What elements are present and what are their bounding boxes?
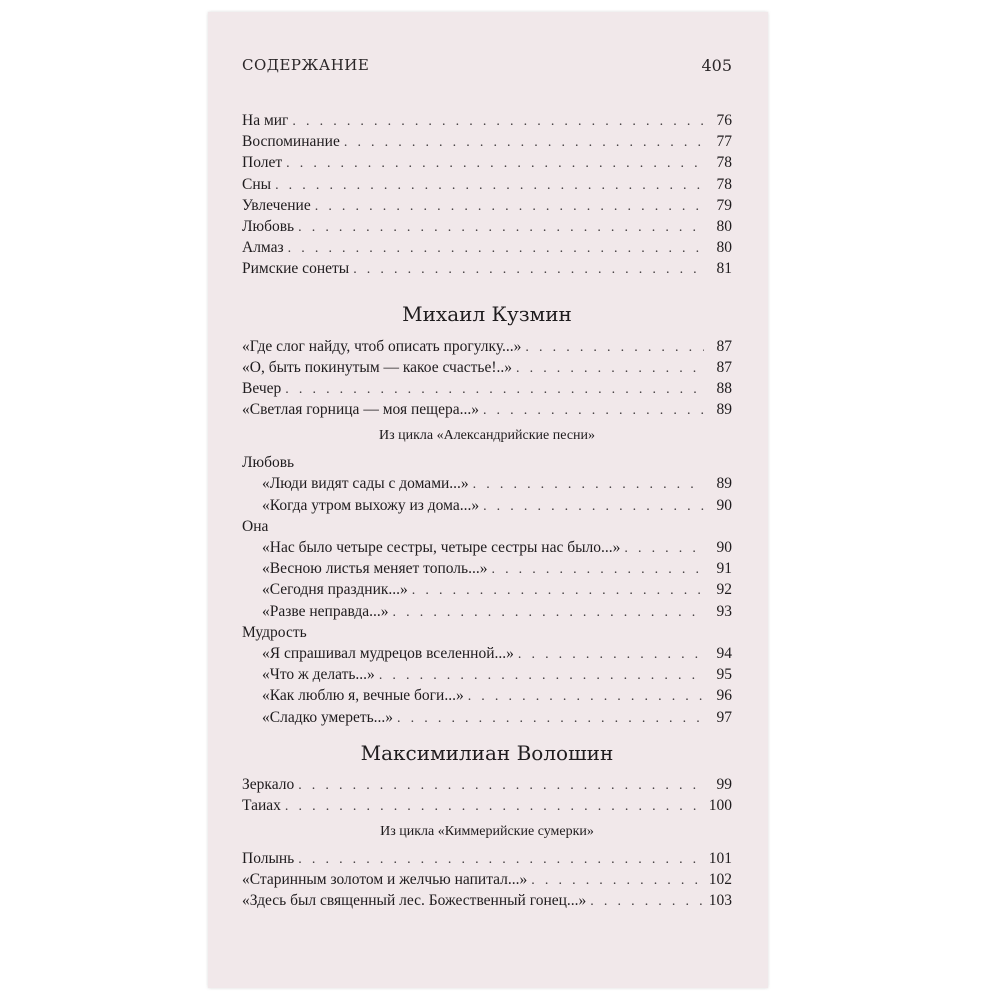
entry-title: «Когда утром выхожу из дома...» bbox=[262, 496, 480, 514]
entry-page: 80 bbox=[716, 217, 732, 235]
toc-entry bbox=[242, 110, 732, 131]
dot-leader bbox=[315, 196, 704, 217]
entry-title: «Сладко умереть...» bbox=[262, 708, 394, 726]
entry-page: 95 bbox=[716, 666, 732, 684]
entry-title: «Старинным золотом и желчью напитал...» bbox=[242, 871, 528, 889]
cycle-heading: Из цикла «Киммерийские сумерки» bbox=[380, 824, 594, 840]
entry-page: 99 bbox=[716, 775, 732, 793]
toc-entry bbox=[242, 131, 732, 152]
entry-title: «Сегодня праздник...» bbox=[262, 581, 408, 599]
entry-page: 100 bbox=[708, 796, 732, 814]
toc-entry bbox=[242, 237, 732, 258]
entry-page: 76 bbox=[716, 112, 732, 129]
toc-entry bbox=[242, 685, 732, 706]
toc-entry bbox=[242, 579, 732, 600]
entry-page: 94 bbox=[716, 644, 732, 662]
toc-entry bbox=[242, 495, 732, 516]
toc-entry bbox=[242, 664, 732, 685]
dot-leader bbox=[397, 708, 704, 729]
entry-title: Увлечение bbox=[242, 196, 311, 214]
group-label: Она bbox=[242, 517, 269, 535]
toc-entry bbox=[242, 890, 732, 911]
entry-title: Сны bbox=[242, 175, 272, 193]
entry-title: Римские сонеты bbox=[242, 260, 350, 278]
entry-page: 97 bbox=[716, 708, 732, 726]
entry-title: На миг bbox=[242, 112, 289, 129]
entry-title: Полынь bbox=[242, 850, 295, 868]
dot-leader bbox=[590, 891, 702, 912]
entry-page: 81 bbox=[716, 260, 732, 278]
toc-entry bbox=[242, 195, 732, 216]
dot-leader bbox=[298, 775, 704, 796]
entry-title: Зеркало bbox=[242, 775, 295, 793]
page-number: 405 bbox=[701, 56, 732, 75]
dot-leader bbox=[292, 111, 704, 132]
dot-leader bbox=[344, 132, 704, 153]
dot-leader bbox=[491, 559, 704, 580]
cycle-heading: Из цикла «Александрийские песни» bbox=[378, 428, 596, 444]
dot-leader bbox=[473, 474, 704, 495]
running-title: СОДЕРЖАНИЕ bbox=[242, 56, 370, 74]
dot-leader bbox=[468, 686, 704, 707]
toc-entry bbox=[242, 707, 732, 728]
entry-page: 80 bbox=[716, 239, 732, 257]
entry-page: 96 bbox=[716, 687, 732, 705]
dot-leader bbox=[379, 665, 704, 686]
dot-leader bbox=[518, 644, 704, 665]
group-label: Любовь bbox=[242, 454, 295, 472]
toc-entry bbox=[242, 258, 732, 279]
toc-entry bbox=[242, 216, 732, 237]
entry-title: Алмаз bbox=[242, 239, 284, 257]
toc-entry bbox=[242, 174, 732, 195]
dot-leader bbox=[275, 175, 704, 196]
toc-entry bbox=[242, 601, 732, 622]
entry-page: 87 bbox=[716, 358, 732, 376]
toc-entry bbox=[242, 558, 732, 579]
author-heading-kuzmin: Михаил Кузмин bbox=[402, 301, 572, 326]
dot-leader bbox=[483, 400, 704, 421]
entry-page: 79 bbox=[716, 196, 732, 214]
entry-page: 78 bbox=[716, 175, 732, 193]
entry-title: «Как люблю я, вечные боги...» bbox=[262, 687, 464, 705]
dot-leader bbox=[531, 870, 702, 891]
entry-page: 87 bbox=[716, 337, 732, 355]
dot-leader bbox=[298, 849, 702, 870]
dot-leader bbox=[286, 153, 704, 174]
entry-title: Вечер bbox=[242, 379, 282, 397]
entry-title: «Нас было четыре сестры, четыре сестры нас было...» bbox=[262, 539, 621, 556]
toc-entry bbox=[242, 774, 732, 795]
entry-title: «Светлая горница — моя пещера...» bbox=[242, 401, 479, 419]
dot-leader bbox=[393, 602, 704, 623]
entry-title: «Где слог найду, чтоб описать прогулку...» bbox=[242, 337, 522, 355]
entry-title: «Я спрашивал мудрецов вселенной...» bbox=[262, 644, 514, 662]
dot-leader bbox=[516, 358, 704, 379]
entry-page: 88 bbox=[716, 379, 732, 397]
toc-entry bbox=[242, 336, 732, 357]
dot-leader bbox=[483, 496, 704, 517]
dot-leader bbox=[353, 259, 704, 280]
entry-page: 90 bbox=[716, 496, 732, 514]
author-heading-voloshin: Максимилиан Волошин bbox=[360, 740, 614, 765]
entry-page: 101 bbox=[708, 850, 732, 868]
book-page bbox=[208, 12, 768, 988]
entry-title: Таиах bbox=[242, 796, 281, 814]
toc-entry bbox=[242, 378, 732, 399]
group-label: Мудрость bbox=[242, 623, 307, 641]
entry-page: 90 bbox=[716, 539, 732, 556]
toc-entry bbox=[242, 869, 732, 890]
toc-entry bbox=[242, 399, 732, 420]
toc-entry bbox=[242, 643, 732, 664]
entry-title: Любовь bbox=[242, 217, 295, 235]
entry-page: 103 bbox=[708, 892, 732, 910]
entry-title: «Люди видят сады с домами...» bbox=[262, 475, 469, 493]
dot-leader bbox=[285, 796, 703, 817]
entry-page: 102 bbox=[708, 871, 732, 889]
entry-page: 89 bbox=[716, 475, 732, 493]
entry-title: «Разве неправда...» bbox=[262, 602, 389, 620]
toc-entry bbox=[242, 848, 732, 869]
entry-title: «Что ж делать...» bbox=[262, 666, 375, 684]
entry-title: Воспоминание bbox=[242, 133, 340, 151]
entry-page: 89 bbox=[716, 401, 732, 419]
dot-leader bbox=[525, 337, 704, 358]
entry-page: 78 bbox=[716, 154, 732, 172]
table-of-contents bbox=[242, 110, 732, 912]
page-header bbox=[242, 56, 732, 80]
toc-entry bbox=[242, 152, 732, 173]
dot-leader bbox=[624, 538, 704, 559]
toc-entry bbox=[242, 795, 732, 816]
entry-page: 92 bbox=[716, 581, 732, 599]
toc-entry bbox=[242, 357, 732, 378]
entry-page: 77 bbox=[716, 133, 732, 151]
dot-leader bbox=[412, 580, 704, 601]
entry-title: «Здесь был священный лес. Божественный гонец...» bbox=[242, 892, 587, 910]
toc-entry bbox=[242, 537, 732, 558]
dot-leader bbox=[285, 379, 704, 400]
entry-page: 91 bbox=[716, 560, 732, 578]
entry-page: 93 bbox=[716, 602, 732, 620]
entry-title: «О, быть покинутым — какое счастье!..» bbox=[242, 358, 512, 376]
entry-title: Полет bbox=[242, 154, 283, 172]
entry-title: «Весною листья меняет тополь...» bbox=[262, 560, 488, 578]
dot-leader bbox=[288, 238, 704, 259]
toc-entry bbox=[242, 473, 732, 494]
dot-leader bbox=[298, 217, 704, 238]
